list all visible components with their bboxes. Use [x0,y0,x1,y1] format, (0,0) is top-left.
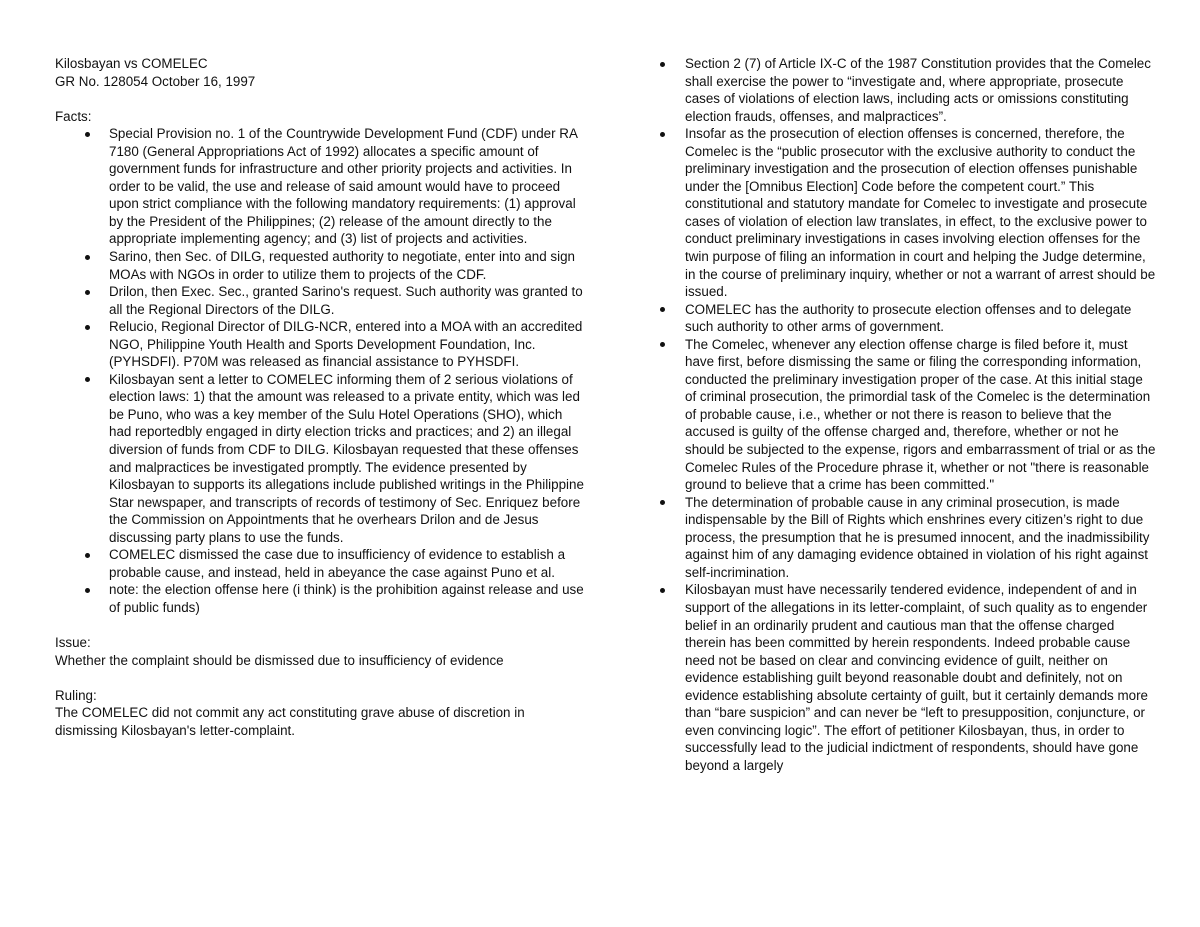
point-text: The determination of probable cause in any criminal prosecution, is made indispensable by the Bill of Rights which enshrines every citizen’s right to due process, the presumption that he is presumed innocent, and the inadmissibility against him of any damaging evidence obtained in violation of his right against self-incrimination. [685,494,1150,580]
bullet-icon [660,500,665,505]
ruling-points-list [656,55,1156,774]
list-item [109,283,585,318]
bullet-icon [85,377,90,382]
bullet-icon [660,62,665,67]
bullet-icon [660,342,665,347]
bullet-icon [85,325,90,330]
fact-text: Relucio, Regional Director of DILG-NCR, entered into a MOA with an accredited NGO, Philippine Youth Health and Sports Development Foundation, Inc. (PYHSDFI). P70M was released as financial assistance to PYHSDFI. [109,319,583,370]
bullet-icon [85,290,90,295]
list-item [109,318,585,371]
fact-text: Special Provision no. 1 of the Countrywide Development Fund (CDF) under RA 7180 (General Appropriations Act of 1992) allocates a specific amount of government funds for infrastructure and other priority projects and activities. In order to be valid, the use and release of said amount would have to proceed upon strict compliance with the following mandatory requirements: (1) approval by the President of the Philippines; (2) release of the amount directly to the appropriate implementing agency; and (3) list of projects and activities. [109,126,578,247]
bullet-icon [85,553,90,558]
facts-list [55,125,585,616]
fact-text: Sarino, then Sec. of DILG, requested authority to negotiate, enter into and sign MOAs with NGOs in order to utilize them to projects of the CDF. [109,249,575,282]
point-text: Insofar as the prosecution of election offenses is concerned, therefore, the Comelec is the “public prosecutor with the exclusive authority to conduct the preliminary investigation and the prosecution of election offenses punishable under the [Omnibus Election] Code before the competent court.” This constitutional and statutory mandate for Comelec to investigate and prosecute cases of violation of election law translates, in effect, to the exclusive power to conduct preliminary investigations in cases involving election offenses for the twin purpose of filing an information in court and helping the Judge determine, in the course of preliminary inquiry, whether or not a warrant of arrest should be issued. [685,126,1156,300]
bullet-icon [660,588,665,593]
list-item [109,371,585,546]
facts-heading: Facts: [55,108,92,124]
ruling-heading: Ruling: [55,687,97,703]
left-column [55,55,585,739]
list-item [109,125,585,248]
list-item [685,494,1156,582]
point-text: COMELEC has the authority to prosecute election offenses and to delegate such authority to other arms of government. [685,301,1132,335]
list-item [685,336,1156,494]
fact-text: note: the election offense here (i think) is the prohibition against release and use of public funds) [109,582,584,615]
fact-text: COMELEC dismissed the case due to insufficiency of evidence to establish a probable cause, and instead, held in abeyance the case against Puno et al. [109,547,566,580]
list-item [685,125,1156,300]
fact-text: Drilon, then Exec. Sec., granted Sarino's request. Such authority was granted to all the Regional Directors of the DILG. [109,284,583,317]
right-column [656,55,1156,774]
bullet-icon [85,132,90,137]
issue-text: Whether the complaint should be dismissed due to insufficiency of evidence [55,652,504,668]
fact-text: Kilosbayan sent a letter to COMELEC informing them of 2 serious violations of election laws: 1) that the amount was released to a private entity, which was led be Puno, who was a key member of the Sulu Hotel Operations (SHO), which had reportedbly engaged in dirty election tricks and practices; and 2) an illegal diversion of funds from CDF to DILG. Kilosbayan requested that these offenses and malpractices be investigated promptly. The evidence presented by Kilosbayan to supports its allegations include published writings in the Philippine Star newspaper, and transcripts of records of testimony of Sec. Enriquez before the Commission on Appointments that he overhears Drilon and de Jesus discussing party plans to use the funds. [109,371,584,545]
list-item [109,546,585,581]
case-title: Kilosbayan vs COMELEC [55,56,208,71]
bullet-icon [85,255,90,260]
point-text: Kilosbayan must have necessarily tendered evidence, independent of and in support of the allegations in its letter-complaint, of such quality as to engender belief in an ordinarily prudent and cautious man that the offense charged therein has been committed by herein respondents. Indeed probable cause need not be based on clear and convincing evidence of guilt, neither on evidence establishing guilt beyond reasonable doubt and definitely, not on evidence establishing absolute certainty of guilt, but it certainly demands more than “bare suspicion” and can never be “left to presupposition, conjuncture, or even convincing logic”. The effort of petitioner Kilosbayan, thus, in order to successfully lead to the judicial indictment of respondents, should have gone beyond a largely [685,582,1148,773]
ruling-text: The COMELEC did not commit any act constituting grave abuse of discretion in dismissing Kilosbayan's letter-complaint. [55,705,529,738]
issue-heading: Issue: [55,635,91,651]
bullet-icon [660,307,665,312]
list-item [109,581,585,616]
bullet-icon [660,132,665,137]
case-reference: GR No. 128054 October 16, 1997 [55,73,256,89]
point-text: The Comelec, whenever any election offense charge is filed before it, must have first, before dismissing the same or filing the corresponding information, conducted the preliminary investigation proper of the case. At this initial stage of criminal prosecution, the primordial task of the Comelec is the determination of probable cause, i.e., whether or not there is reason to believe that the accused is guilty of the offense charged and, therefore, whether or not he should be subjected to the expense, rigors and embarrassment of trial or as the Comelec Rules of the Procedure phrase it, whether or not "there is reasonable ground to believe that a crime has been committed." [685,336,1156,493]
point-text: Section 2 (7) of Article IX-C of the 1987 Constitution provides that the Comelec shall exercise the power to “investigate and, where appropriate, prosecute cases of violations of election laws, including acts or omissions constituting election frauds, offenses, and malpractices”. [685,56,1151,124]
list-item [685,581,1156,774]
bullet-icon [85,588,90,593]
list-item [109,248,585,283]
list-item [685,55,1156,125]
list-item [685,301,1156,336]
